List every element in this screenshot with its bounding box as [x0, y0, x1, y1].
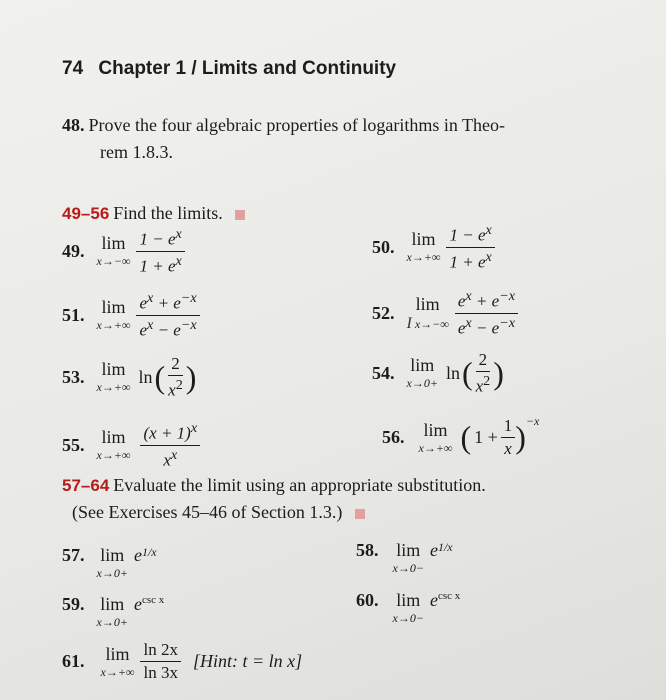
- numerator: 2: [168, 354, 183, 376]
- section-heading-49-56: [62, 203, 245, 224]
- limit-subscript-text: x→−∞: [414, 316, 449, 331]
- chapter-title: Chapter 1 / Limits and Continuity: [98, 58, 397, 79]
- problem-number: 54.: [372, 362, 395, 383]
- exp-base: e: [133, 594, 142, 614]
- lim-text: lim: [101, 427, 126, 448]
- problem-number: 61.: [62, 651, 85, 671]
- denominator-base: 1 + e: [139, 256, 176, 276]
- numerator: [140, 420, 200, 446]
- numerator: 1: [501, 416, 516, 438]
- numerator-exponent: x: [175, 226, 182, 242]
- lim-text: lim: [101, 359, 126, 380]
- denominator-base: x: [163, 450, 171, 470]
- denominator: [473, 372, 494, 397]
- left-paren: (: [154, 358, 166, 395]
- problem-61: [62, 640, 302, 683]
- denominator-base: 1 + e: [449, 252, 486, 272]
- denominator: [455, 314, 518, 339]
- section-instruction: Evaluate the limit using an appropriate substitution.: [113, 475, 486, 495]
- limit-operator: [407, 229, 441, 265]
- marker-square: [235, 210, 245, 220]
- problem-number: 49.: [62, 240, 85, 261]
- problem-51: [62, 290, 200, 340]
- limit-subscript: x→+∞: [100, 664, 135, 679]
- right-paren: ): [515, 419, 526, 455]
- denominator-exponent: x: [170, 446, 178, 463]
- exercise-range: 57–64: [62, 476, 110, 495]
- problem-53: [62, 354, 196, 401]
- problem-48-line2: rem 1.8.3.: [100, 142, 173, 162]
- numerator: ln 2x: [140, 640, 180, 662]
- denominator: [136, 316, 199, 341]
- denominator-middle: − e: [153, 320, 181, 340]
- numerator-base: e: [457, 291, 466, 311]
- outer-exponent: −x: [525, 414, 540, 428]
- denominator: [165, 376, 186, 401]
- exp-base: e: [429, 540, 438, 560]
- problem-60: [356, 590, 460, 626]
- limit-subscript: x→−∞: [96, 254, 131, 269]
- numerator-exponent-2: −x: [499, 288, 516, 304]
- denominator: x: [504, 439, 512, 458]
- fraction: [501, 416, 516, 459]
- limit-operator: [97, 233, 131, 269]
- numerator-middle: + e: [471, 291, 500, 311]
- problem-number: 59.: [62, 594, 85, 614]
- limit-subscript: x→+∞: [96, 380, 131, 395]
- problem-50: [372, 222, 495, 272]
- lim-text: lim: [100, 545, 125, 565]
- denominator-middle: − e: [471, 318, 500, 338]
- exp-power: 1/x: [141, 545, 157, 559]
- denominator-base: x: [475, 376, 484, 396]
- right-paren: ): [185, 358, 197, 395]
- numerator: [136, 226, 184, 252]
- fraction: [473, 350, 494, 397]
- exp-power: csc x: [141, 594, 165, 606]
- limit-operator: [97, 545, 128, 581]
- limit-subscript: x→+∞: [96, 318, 131, 333]
- problem-number: 56.: [382, 427, 405, 447]
- denominator-base: e: [139, 320, 148, 340]
- denominator-exponent: x: [175, 252, 182, 269]
- limit-operator: [97, 359, 131, 395]
- section-reference: (See Exercises 45–46 of Section 1.3.): [72, 502, 343, 522]
- limit-subscript: x→+∞: [96, 448, 131, 463]
- lim-text: lim: [423, 419, 448, 440]
- denominator: [160, 446, 180, 471]
- hint-text: [Hint: t = ln x]: [192, 651, 303, 671]
- denominator-exponent: x: [485, 248, 492, 265]
- problem-number: 60.: [356, 590, 379, 610]
- limit-operator: [407, 294, 449, 333]
- section-heading-57-64: [62, 475, 486, 496]
- lim-text: lim: [396, 540, 421, 560]
- exp-power: 1/x: [437, 540, 453, 554]
- problem-52: [372, 288, 518, 338]
- page-header: [62, 58, 396, 80]
- limit-operator: [393, 540, 424, 576]
- problem-58: [356, 540, 453, 576]
- denominator-exponent-2: −x: [180, 316, 197, 333]
- page-number: 74: [62, 58, 84, 79]
- problem-48: [62, 115, 505, 136]
- denominator-exponent-2: −x: [499, 314, 516, 331]
- denominator-exponent: 2: [483, 373, 491, 389]
- numerator-exponent: x: [147, 290, 154, 306]
- limit-operator: [419, 420, 453, 456]
- numerator-base: 1 − e: [449, 225, 486, 245]
- limit-subscript: x→0+: [406, 376, 438, 391]
- fraction: [136, 290, 199, 340]
- problem-49: [62, 226, 185, 276]
- text-cursor-icon: I: [406, 314, 412, 332]
- fraction: [136, 226, 184, 276]
- numerator-exponent: x: [465, 288, 472, 304]
- exp-power: csc x: [437, 590, 461, 602]
- problem-number: 58.: [356, 540, 379, 560]
- numerator: 2: [476, 350, 491, 372]
- limit-subscript: x→0+: [96, 615, 128, 629]
- numerator: [455, 288, 518, 314]
- numerator: [136, 290, 199, 316]
- ln-function: ln: [445, 362, 460, 383]
- left-paren: (: [461, 354, 473, 391]
- lim-text: lim: [415, 293, 440, 314]
- denominator: [446, 248, 494, 273]
- one-plus: 1 +: [474, 427, 498, 447]
- exp-base: e: [429, 590, 438, 610]
- lim-text: lim: [100, 594, 125, 614]
- numerator-exponent-2: −x: [180, 290, 197, 306]
- numerator-exponent: x: [190, 420, 198, 436]
- limit-subscript: x→0−: [392, 561, 424, 575]
- marker-square: [355, 509, 365, 519]
- problem-59: [62, 594, 164, 630]
- denominator-base: e: [457, 318, 466, 338]
- limit-subscript: x→0+: [96, 566, 128, 580]
- fraction: [455, 288, 518, 338]
- problem-54: [372, 350, 504, 397]
- problem-number: 52.: [372, 302, 395, 323]
- section-instruction: Find the limits.: [113, 203, 223, 223]
- limit-operator: [393, 590, 424, 626]
- numerator: [446, 222, 494, 248]
- lim-text: lim: [410, 355, 435, 376]
- fraction: [165, 354, 186, 401]
- limit-operator: [101, 644, 135, 680]
- limit-subscript: x→+∞: [406, 250, 441, 265]
- limit-subscript: [407, 315, 449, 333]
- problem-number: 53.: [62, 366, 85, 387]
- lim-text: lim: [411, 229, 436, 250]
- problem-number: 55.: [62, 434, 85, 455]
- problem-56: [382, 416, 539, 459]
- lim-text: lim: [101, 297, 126, 318]
- problem-number: 48.: [62, 115, 85, 135]
- limit-subscript: x→0−: [392, 611, 424, 625]
- lim-text: lim: [101, 233, 126, 254]
- section-instruction-line2: [72, 502, 365, 523]
- fraction: [140, 420, 200, 470]
- denominator-exponent: x: [147, 316, 154, 333]
- limit-operator: [97, 594, 128, 630]
- numerator-base: (x + 1): [143, 423, 191, 443]
- problem-55: [62, 420, 200, 470]
- problem-text: Prove the four algebraic properties of logarithms in Theo-: [88, 115, 506, 135]
- problem-number: 57.: [62, 545, 85, 565]
- denominator: [136, 252, 184, 277]
- denominator-base: x: [168, 380, 176, 400]
- limit-operator: [407, 355, 438, 391]
- lim-text: lim: [396, 590, 421, 610]
- fraction: [140, 640, 180, 683]
- exp-base: e: [133, 545, 142, 565]
- ln-function: ln: [138, 366, 153, 387]
- exercise-range: 49–56: [62, 204, 110, 223]
- numerator-exponent: x: [485, 222, 492, 238]
- problem-number: 51.: [62, 304, 85, 325]
- denominator-exponent: 2: [175, 377, 183, 393]
- left-paren: (: [460, 419, 472, 455]
- right-paren: ): [493, 354, 504, 391]
- numerator-base: 1 − e: [139, 229, 176, 249]
- limit-subscript: x→+∞: [418, 440, 453, 455]
- fraction: [446, 222, 494, 272]
- limit-operator: [97, 297, 131, 333]
- limit-operator: [97, 427, 131, 463]
- numerator-middle: + e: [153, 293, 181, 313]
- denominator: ln 3x: [143, 663, 178, 682]
- denominator-exponent: x: [465, 314, 472, 331]
- problem-number: 50.: [372, 236, 395, 257]
- problem-57: [62, 545, 157, 581]
- numerator-base: e: [139, 293, 148, 313]
- lim-text: lim: [105, 643, 130, 664]
